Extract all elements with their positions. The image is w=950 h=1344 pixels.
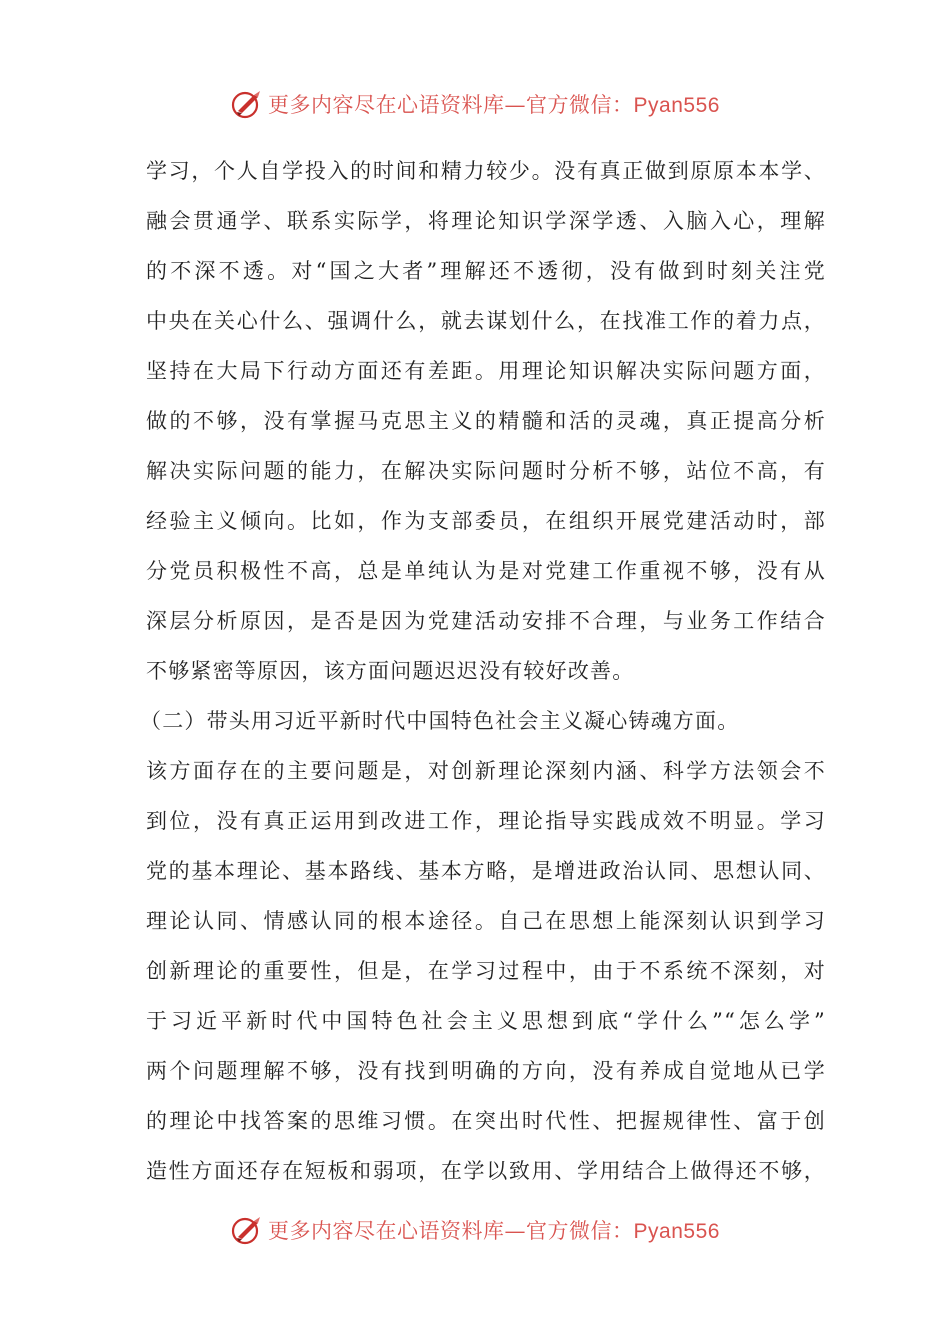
- footer-watermark: [0, 1208, 950, 1252]
- text-line: 于习近平新时代中国特色社会主义思想到底“学什么”“怎么学”: [146, 1009, 826, 1033]
- text-line: 分党员积极性不高，总是单纯认为是对党建工作重视不够，没有从: [146, 559, 826, 583]
- text-line: 深层分析原因，是否是因为党建活动安排不合理，与业务工作结合: [146, 609, 826, 633]
- text-line: 理论认同、情感认同的根本途径。自己在思想上能深刻认识到学习: [146, 909, 826, 933]
- text-line: 的理论中找答案的思维习惯。在突出时代性、把握规律性、富于创: [146, 1109, 826, 1133]
- text-line: 该方面存在的主要问题是，对创新理论深刻内涵、科学方法领会不: [146, 759, 826, 783]
- pen-logo-icon: [230, 1213, 264, 1247]
- text-line: 经验主义倾向。比如，作为支部委员，在组织开展党建活动时，部: [146, 509, 826, 533]
- text-line: 不够紧密等原因，该方面问题迟迟没有较好改善。: [146, 659, 635, 683]
- text-line: 到位，没有真正运用到改进工作，理论指导实践成效不明显。学习: [146, 809, 826, 833]
- text-line: 学习，个人自学投入的时间和精力较少。没有真正做到原原本本学、: [146, 159, 826, 183]
- text-line: 党的基本理论、基本路线、基本方略，是增进政治认同、思想认同、: [146, 859, 826, 883]
- text-line: 中央在关心什么、强调什么，就去谋划什么，在找准工作的着力点，: [146, 309, 826, 333]
- section-heading: （二）带头用习近平新时代中国特色社会主义凝心铸魂方面。: [140, 709, 740, 733]
- pen-logo-icon: [230, 87, 264, 121]
- text-line: 的不深不透。对“国之大者”理解还不透彻，没有做到时刻关注党: [146, 259, 826, 283]
- watermark-text: 更多内容尽在心语资料库—官方微信：Pyan556: [268, 1219, 720, 1243]
- text-line: 做的不够，没有掌握马克思主义的精髓和活的灵魂，真正提高分析: [146, 409, 826, 433]
- text-line: 两个问题理解不够，没有找到明确的方向，没有养成自觉地从已学: [146, 1059, 826, 1083]
- text-line: 造性方面还存在短板和弱项，在学以致用、学用结合上做得还不够，: [146, 1159, 826, 1183]
- text-line: 融会贯通学、联系实际学，将理论知识学深学透、入脑入心，理解: [146, 209, 826, 233]
- text-line: 坚持在大局下行动方面还有差距。用理论知识解决实际问题方面，: [146, 359, 826, 383]
- text-line: 创新理论的重要性，但是，在学习过程中，由于不系统不深刻，对: [146, 959, 826, 983]
- document-body: [140, 146, 826, 1196]
- watermark-text: 更多内容尽在心语资料库—官方微信：Pyan556: [268, 93, 720, 117]
- text-line: 解决实际问题的能力，在解决实际问题时分析不够，站位不高，有: [146, 459, 826, 483]
- header-watermark: [0, 82, 950, 126]
